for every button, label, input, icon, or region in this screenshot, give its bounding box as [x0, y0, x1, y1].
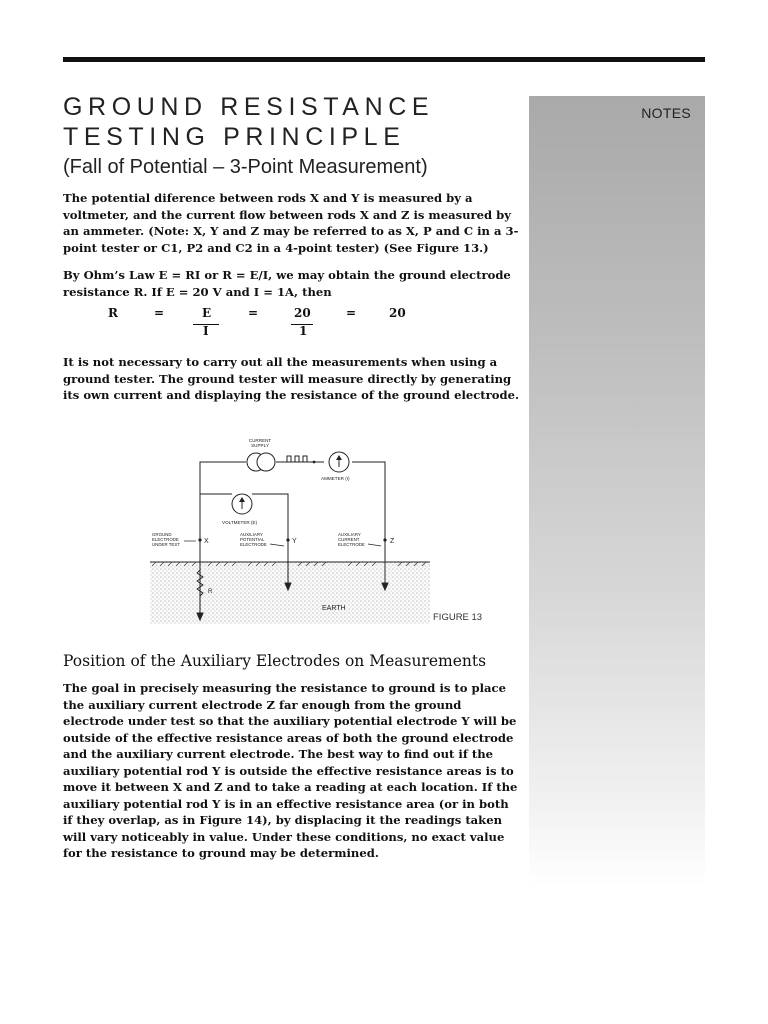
ohms-law-equation	[0, 306, 520, 346]
ground-electrode-label	[152, 532, 180, 547]
label-x: X	[204, 538, 209, 545]
figure-caption: FIGURE 13	[433, 612, 483, 623]
paragraph-electrode-position: The goal in precisely measuring the resistance to ground is to place the auxiliary current electrode Z far enough from the ground electrode under test so that the auxiliary potential electrode Y will be outside of the effective resistance areas of both the ground electrode and the auxiliary current electrode. The best way to find out if the auxiliary potential rod Y is outside the effective resistance areas is to move it between X and Z and to take a reading at each location. If the auxiliary potential rod Y is in an effective resistance area (or in both if they overlap, as in Figure 14), by displacing it the readings taken will vary noticeably in value. Under these conditions, no exact value for the resistance to ground may be determined.	[63, 681, 518, 860]
figure-13-diagram	[148, 432, 488, 624]
subtitle: (Fall of Potential – 3-Point Measurement)	[63, 156, 428, 178]
svg-text:UNDER TEST: UNDER TEST	[152, 542, 180, 547]
current-supply-label-2: SUPPLY	[251, 443, 269, 448]
eq-denominator-1: 1	[299, 324, 308, 338]
aux-potential-label	[240, 532, 267, 547]
current-supply-icon	[247, 453, 275, 471]
label-y: Y	[292, 538, 297, 545]
svg-text:GROUND: GROUND	[152, 532, 172, 537]
svg-text:POTENTIAL: POTENTIAL	[240, 537, 265, 542]
section-heading: Position of the Auxiliary Electrodes on Measurements	[63, 652, 487, 670]
eq-result: 20	[389, 306, 406, 320]
notes-label: NOTES	[641, 105, 691, 121]
eq-r: R	[108, 306, 118, 320]
top-rule	[63, 57, 705, 62]
notes-sidebar	[529, 96, 705, 886]
eq-denominator-i: I	[203, 324, 209, 338]
aux-current-label	[338, 532, 365, 547]
label-r: R	[208, 589, 213, 595]
svg-text:CURRENT: CURRENT	[338, 537, 360, 542]
svg-text:AUXILIARY: AUXILIARY	[240, 532, 263, 537]
eq-numerator-e: E	[202, 306, 212, 320]
ammeter-icon	[329, 452, 349, 472]
earth-label: EARTH	[322, 605, 346, 612]
earth-area	[150, 562, 430, 624]
eq-equals-1: =	[154, 306, 165, 320]
ammeter-label: AMMETER (I)	[321, 476, 350, 481]
paragraph-ohms-law: By Ohm’s Law E = RI or R = E/I, we may obtain the ground electrode resistance R. If E = 20 V and I = 1A, then	[63, 268, 511, 299]
voltmeter-icon	[232, 494, 252, 514]
paragraph-measurement: The potential diference between rods X and Y is measured by a voltmeter, and the current flow between rods X and Z is measured by an ammeter. (Note: X, Y and Z may be referred to as X, P and C in a 3-point tester or C1, P2 and C2 in a 4-point tester) (See Figure 13.)	[63, 191, 519, 255]
svg-text:ELECTRODE: ELECTRODE	[152, 537, 179, 542]
eq-numerator-20: 20	[294, 306, 311, 320]
eq-equals-2: =	[248, 306, 259, 320]
svg-text:ELECTRODE: ELECTRODE	[240, 542, 267, 547]
svg-text:ELECTRODE: ELECTRODE	[338, 542, 365, 547]
voltmeter-label: VOLTMETER (E)	[222, 520, 258, 525]
page-title	[63, 92, 523, 181]
title-line-1: GROUND RESISTANCE	[63, 93, 435, 121]
paragraph-ground-tester: It is not necessary to carry out all the measurements when using a ground tester. The ground tester will measure directly by generating its own current and displaying the resistance of the ground electrode.	[63, 355, 520, 402]
label-z: Z	[390, 538, 395, 545]
square-wave-icon	[284, 456, 312, 462]
circuit-wires	[200, 462, 385, 540]
current-supply-label-1: CURRENT	[248, 438, 272, 443]
svg-text:AUXILIARY: AUXILIARY	[338, 532, 361, 537]
title-line-2: TESTING PRINCIPLE	[63, 123, 406, 151]
eq-equals-3: =	[346, 306, 357, 320]
